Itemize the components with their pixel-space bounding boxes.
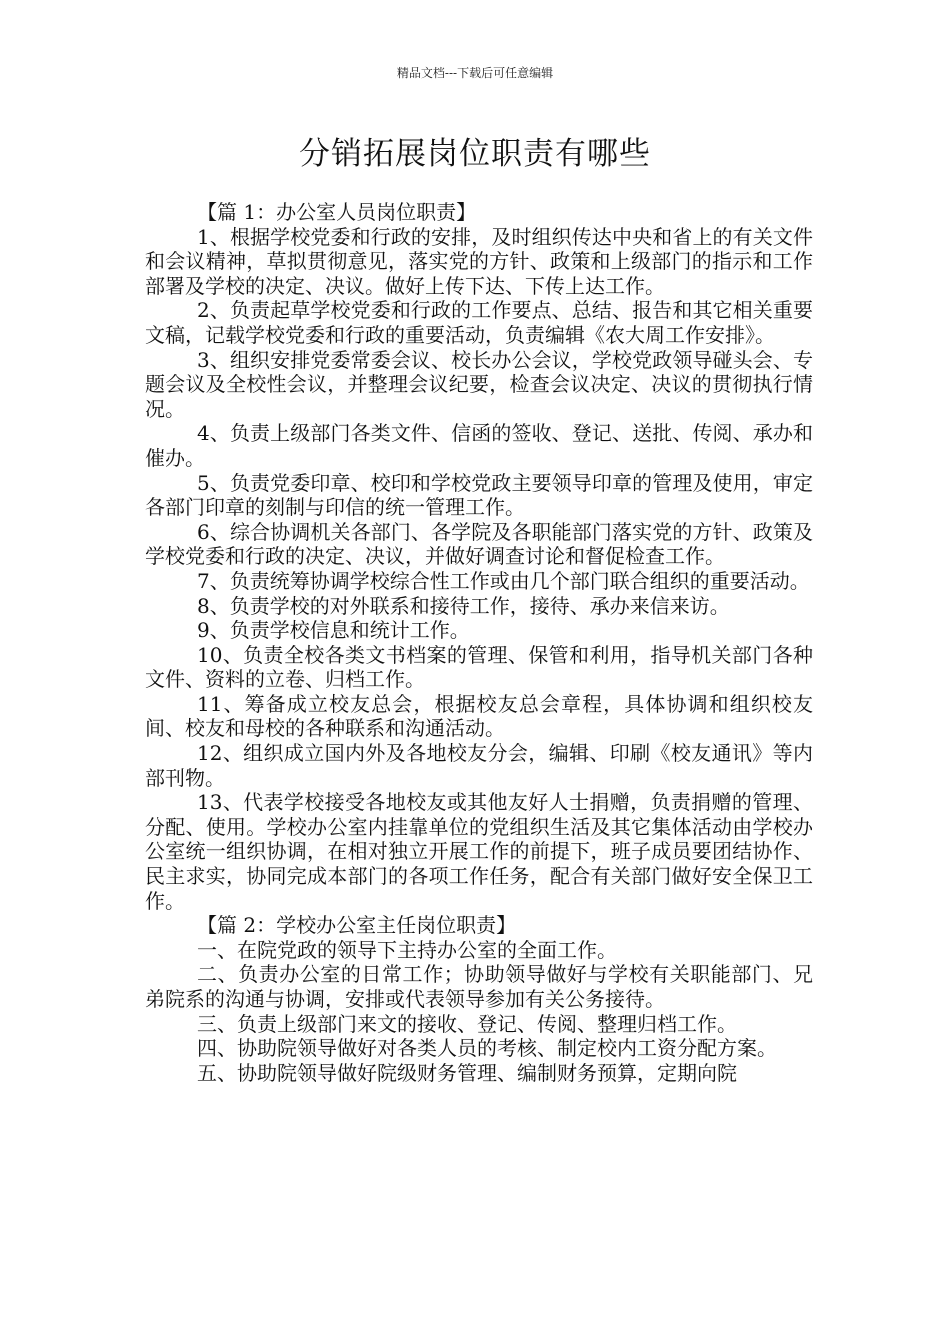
body-paragraph: 四、协助院领导做好对各类人员的考核、制定校内工资分配方案。 [197, 1036, 777, 1061]
page-header: 精品文档---下载后可任意编辑 [396, 66, 554, 80]
body-paragraph: 三、负责上级部门来文的接收、登记、传阅、整理归档工作。 [197, 1011, 737, 1036]
document-title: 分销拓展岗位职责有哪些 [299, 136, 651, 172]
body-paragraph: 10、负责全校各类文书档案的管理、保管和利用，指导机关部门各种文件、资料的立卷、归档工作。 [145, 642, 813, 692]
body-paragraph: 8、负责学校的对外联系和接待工作，接待、承办来信来访。 [197, 593, 730, 618]
body-paragraph: 7、负责统筹协调学校综合性工作或由几个部门联合组织的重要活动。 [197, 568, 810, 593]
body-paragraph: 9、负责学校信息和统计工作。 [197, 618, 470, 643]
body-paragraph: 4、负责上级部门各类文件、信函的签收、登记、送批、传阅、承办和催办。 [145, 421, 813, 470]
body-paragraph: 13、代表学校接受各地校友或其他友好人士捐赠，负责捐赠的管理、分配、使用。学校办公室内挂靠单位的党组织生活及其它集体活动由学校办公室统一组织协调，在相对独立开展工作的前提下，班子成员要团结协作、民主求实，协同完成本部门的各项工作任务，配合有关部门做好安全保卫工作。 [145, 790, 813, 913]
body-paragraph: 二、负责办公室的日常工作；协助领导做好与学校有关职能部门、兄弟院系的沟通与协调，安排或代表领导参加有关公务接待。 [145, 962, 813, 1011]
body-paragraph: 五、协助院领导做好院级财务管理、编制财务预算，定期向院 [197, 1060, 737, 1085]
section-heading: 【篇 2：学校办公室主任岗位职责】 [197, 913, 517, 938]
body-paragraph: 2、负责起草学校党委和行政的工作要点、总结、报告和其它相关重要文稿，记载学校党委和行政的重要活动，负责编辑《农大周工作安排》。 [145, 298, 813, 347]
body-paragraph: 一、在院党政的领导下主持办公室的全面工作。 [197, 937, 617, 962]
body-paragraph: 6、综合协调机关各部门、各学院及各职能部门落实党的方针、政策及学校党委和行政的决定、决议，并做好调查讨论和督促检查工作。 [145, 519, 813, 569]
section-heading: 【篇 1：办公室人员岗位职责】 [197, 200, 477, 224]
body-paragraph: 1、根据学校党委和行政的安排，及时组织传达中央和省上的有关文件和会议精神，草拟贯彻意见，落实党的方针、政策和上级部门的指示和工作部署及学校的决定、决议。做好上传下达、下传上达工作。 [145, 224, 813, 298]
body-paragraph: 12、组织成立国内外及各地校友分会，编辑、印刷《校友通讯》等内部刊物。 [145, 741, 813, 790]
body-paragraph: 3、组织安排党委常委会议、校长办公会议，学校党政领导碰头会、专题会议及全校性会议，并整理会议纪要，检查会议决定、决议的贯彻执行情况。 [145, 347, 813, 421]
body-paragraph: 5、负责党委印章、校印和学校党政主要领导印章的管理及使用，审定各部门印章的刻制与印信的统一管理工作。 [145, 470, 813, 520]
body-paragraph: 11、筹备成立校友总会，根据校友总会章程，具体协调和组织校友间、校友和母校的各种联系和沟通活动。 [145, 691, 813, 741]
document-body [145, 200, 813, 1085]
